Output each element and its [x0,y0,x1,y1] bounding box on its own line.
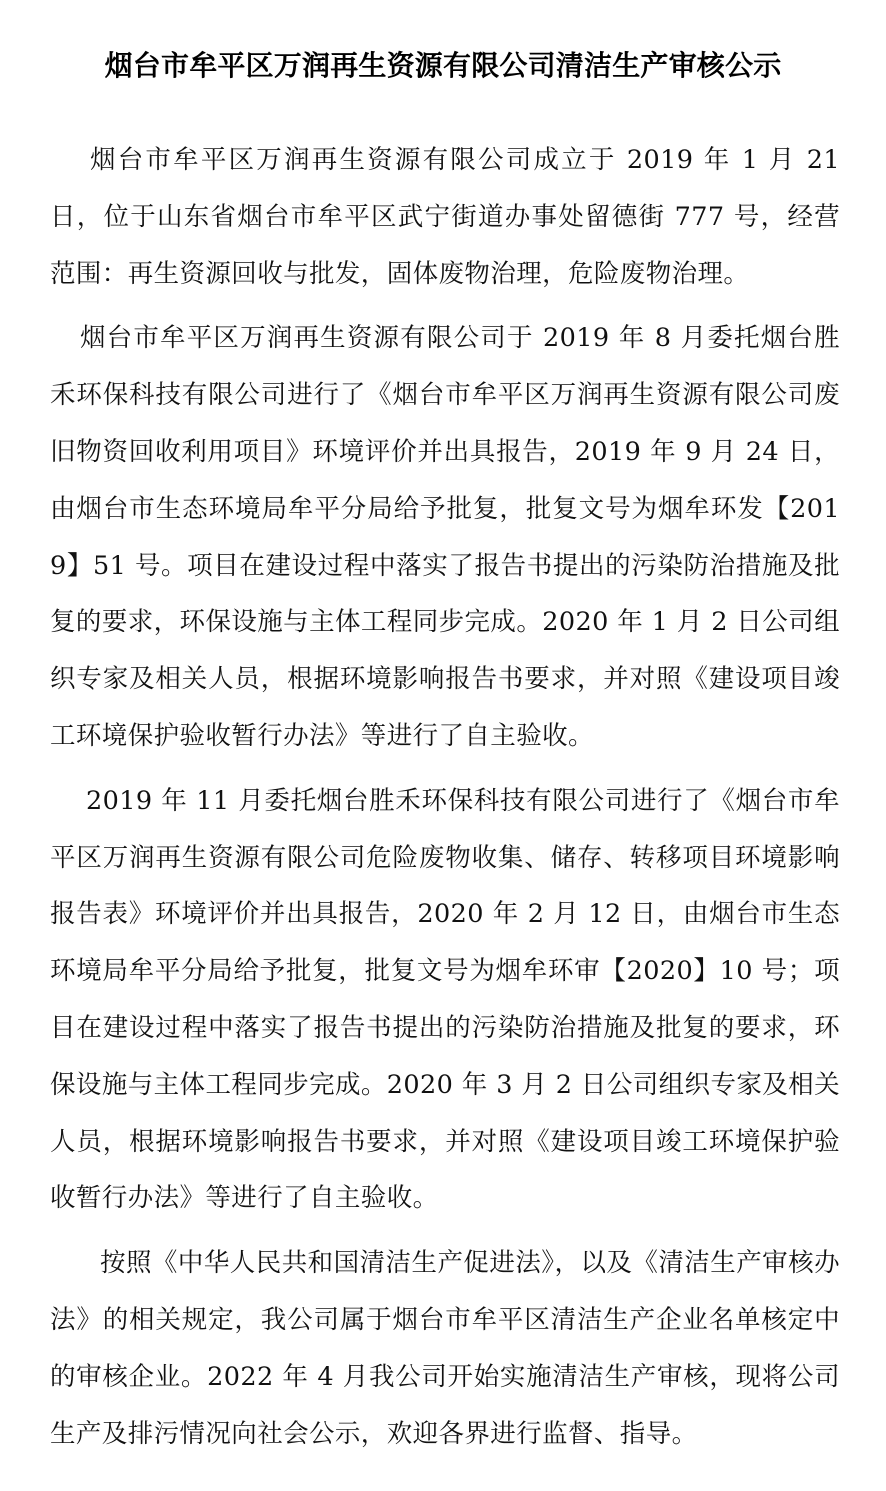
paragraph-company-intro: 烟台市牟平区万润再生资源有限公司成立于 2019 年 1 月 21 日，位于山东省烟台市牟平区武宁街道办事处留德街 777 号，经营范围：再生资源回收与批发，固体废物治理，危险废物治理。 [50,145,840,289]
paragraph-recycling-project-approval: 烟台市牟平区万润再生资源有限公司于 2019 年 8 月委托烟台胜禾环保科技有限公司进行了《烟台市牟平区万润再生资源有限公司废旧物资回收利用项目》环境评价并出具报告，2019 年 9 月 24 日，由烟台市生态环境局牟平分局给予批复，批复文号为烟牟环发【2019】51 号。项目在建设过程中落实了报告书提出的污染防治措施及批复的要求，环保设施与主体工程同步完成。2020 年 1 月 2 日公司组织专家及相关人员，根据环境影响报告书要求，并对照《建设项目竣工环境保护验收暂行办法》等进行了自主验收。 [50,323,840,751]
paragraph-clean-production-audit-notice: 按照《中华人民共和国清洁生产促进法》，以及《清洁生产审核办法》的相关规定，我公司属于烟台市牟平区清洁生产企业名单核定中的审核企业。2022 年 4 月我公司开始实施清洁生产审核，现将公司生产及排污情况向社会公示，欢迎各界进行监督、指导。 [50,1248,840,1449]
paragraph-hazardous-waste-project-approval: 2019 年 11 月委托烟台胜禾环保科技有限公司进行了《烟台市牟平区万润再生资源有限公司危险废物收集、储存、转移项目环境影响报告表》环境评价并出具报告，2020 年 2 月 12 日，由烟台市生态环境局牟平分局给予批复，批复文号为烟牟环审【2020】10 号；项目在建设过程中落实了报告书提出的污染防治措施及批复的要求，环保设施与主体工程同步完成。2020 年 3 月 2 日公司组织专家及相关人员，根据环境影响报告书要求，并对照《建设项目竣工环境保护验收暂行办法》等进行了自主验收。 [50,785,840,1214]
document-title: 烟台市牟平区万润再生资源有限公司清洁生产审核公示 [104,49,782,82]
document-body [50,132,840,1462]
